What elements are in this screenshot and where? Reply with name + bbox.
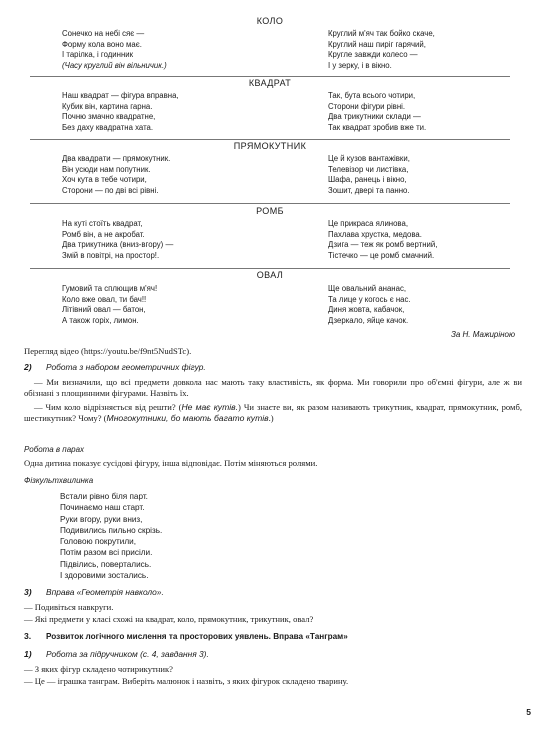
poem-line: Та лице у когось є нас. — [328, 294, 411, 304]
paragraph: — Які предмети у класі схожі на квадрат, коло, прямокутник, трикутник, овал? — [24, 614, 314, 624]
poem-line: Круглий м'яч так бойко скаче, — [328, 29, 435, 38]
paragraph — [24, 402, 522, 425]
poem-line: Гумовий та сплющив м'яч! — [62, 284, 158, 293]
poem-circle-left — [62, 29, 167, 71]
poem-line: Тістечко — це ромб смачний. — [328, 250, 435, 260]
poem-line: Ще овальний ананас, — [328, 284, 407, 293]
divider — [30, 203, 510, 204]
rhyme-line: І здоровими зостались. — [60, 571, 149, 581]
poem-title-oval: ОВАЛ — [256, 270, 284, 280]
poem-line: Шафа, ранець і вікно, — [328, 175, 407, 184]
poem-line: Форму кола воно має. — [62, 39, 142, 49]
poem-oval-left — [62, 284, 157, 326]
paragraph: Одна дитина показує сусідові фігуру, інша відповідає. Потім міняються ролями. — [24, 458, 318, 468]
step-number: 3) — [24, 587, 32, 597]
answer-span: Многокутники, бо мають багато кутів — [106, 413, 269, 424]
text-span: ) Чи знаєте ви, як разом називають трикутник, квадрат, прямокутник, ромб, шестикутник? Чому? ( — [24, 402, 522, 424]
poem-line: Коло вже овал, ти бач!! — [62, 294, 147, 304]
exercise-rhyme — [60, 491, 162, 581]
poem-line: Це прикраса ялинова, — [328, 219, 408, 228]
poem-line: І тарілка, і годинник — [62, 50, 134, 59]
rhyme-line: Потім разом всі присіли. — [60, 548, 153, 558]
subheading: Фізкультхвилинка — [24, 476, 94, 485]
divider — [30, 268, 510, 269]
rhyme-line: Головою покрутили, — [60, 537, 136, 547]
poem-oval-right — [328, 284, 411, 326]
poem-line: Дзеркало, яйце качок. — [328, 315, 409, 325]
paragraph: — Ми визначили, що всі предмети довкола нас мають таку властивість, як форма. Ми говорили про об'ємні фігури, але ж ви обізнані з площинними фігурами. Назвіть їх. — [24, 377, 522, 399]
poem-line: Наш квадрат — фігура вправна, — [62, 91, 179, 100]
step-title: Вправа «Геометрія навколо». — [46, 587, 164, 597]
answer-span: Не має кутів. — [181, 402, 239, 412]
video-reference: Перегляд відео (https://youtu.be/f9nt5NudSTc). — [24, 346, 192, 356]
poem-title-square: КВАДРАТ — [248, 78, 292, 88]
paragraph: — Подивіться навкруги. — [24, 602, 114, 612]
rhyme-line: Підвілись, повертались. — [60, 559, 152, 569]
poem-line: Зошит, двері та панно. — [328, 185, 410, 195]
poem-line: І у зерку, і в вікно. — [328, 60, 392, 70]
section-number: 3. — [24, 631, 32, 641]
subheading: Робота в парах — [24, 445, 85, 454]
poem-line: Сонечко на небі сяє — — [62, 29, 145, 38]
divider — [30, 76, 510, 77]
poem-line: Кругле завжди колесо — — [328, 50, 418, 59]
poem-title-circle: КОЛО — [256, 16, 284, 26]
text-span: .) — [268, 413, 274, 424]
poem-line: На куті стоїть квадрат, — [62, 219, 143, 228]
poem-line: Диня жовта, кабачок, — [328, 305, 405, 314]
poem-line: Так, бута всього чотири, — [328, 91, 416, 100]
poem-title-rhombus: РОМБ — [256, 206, 284, 216]
poem-line: Дзига — теж як ромб вертний, — [328, 240, 438, 249]
section-title: Розвиток логічного мислення та просторових уявлень. Вправа «Танграм» — [46, 632, 348, 641]
poem-square-right — [328, 91, 426, 133]
text-span: — Чим коло відрізняється від решти? ( — [34, 402, 182, 412]
poem-rhombus-right — [328, 219, 437, 261]
poem-line: Телевізор чи листівка, — [328, 164, 409, 174]
poem-line: Кубик він, картина гарна. — [62, 101, 153, 111]
poem-line: Почню змачно квадратне, — [62, 112, 156, 121]
poem-line: Два трикутники склади — — [328, 112, 421, 121]
poem-line: Пахлава хрустка, медова. — [328, 229, 422, 239]
poem-line: Так квадрат зробив вже ти. — [328, 122, 427, 132]
poem-line: Два квадрати — прямокутник. — [62, 154, 171, 163]
rhyme-line: Встали рівно біля парт. — [60, 492, 148, 501]
step-title: Робота з набором геометричних фігур. — [46, 362, 206, 372]
poem-line: Це й кузов вантажівки, — [328, 154, 410, 163]
step-number: 2) — [24, 362, 32, 372]
poem-line: Сторони — по дві всі рівні. — [62, 185, 159, 195]
poem-line: (Часу круглий він вільничик.) — [62, 60, 167, 70]
rhyme-line: Руки вгору, руки вниз, — [60, 514, 143, 524]
paragraph: — З яких фігур складено чотирикутник? — [24, 664, 173, 674]
page-number: 5 — [526, 707, 531, 717]
poem-line: Без даху квадратна хата. — [62, 122, 154, 132]
paragraph: — Це — іграшка танграм. Виберіть малюнок і назвіть, з яких фігурок складено тварину. — [24, 676, 349, 686]
poem-line: Сторони фігури рівні. — [328, 101, 406, 111]
poem-line: Літівний овал — батон, — [62, 305, 146, 314]
poem-rectangle-left — [62, 154, 170, 196]
poem-author: За Н. Мажиріною — [450, 330, 515, 339]
poem-rhombus-left — [62, 219, 173, 261]
poem-line: Хоч кута в тебе чотири, — [62, 175, 147, 184]
rhyme-line: Починаємо наш старт. — [60, 503, 145, 513]
poem-rectangle-right — [328, 154, 410, 196]
poem-title-rectangle: ПРЯМОКУТНИК — [233, 141, 307, 151]
poem-line: Він усюди нам попутник. — [62, 164, 151, 174]
poem-square-left — [62, 91, 179, 133]
poem-circle-right — [328, 29, 435, 71]
step-title: Робота за підручником (с. 4, завдання 3). — [46, 649, 209, 659]
poem-line: А також горіх, лимон. — [62, 315, 139, 325]
divider — [30, 139, 510, 140]
rhyme-line: Подивились пильно скрізь. — [60, 525, 163, 535]
poem-line: Змій в повітрі, на простор!. — [62, 250, 160, 260]
step-number: 1) — [24, 649, 32, 659]
poem-line: Круглий наш пиріг гарячий, — [328, 39, 426, 49]
poem-line: Ромб він, а не акробат. — [62, 229, 145, 239]
poem-line: Два трикутника (вниз-вгору) — — [62, 240, 174, 249]
